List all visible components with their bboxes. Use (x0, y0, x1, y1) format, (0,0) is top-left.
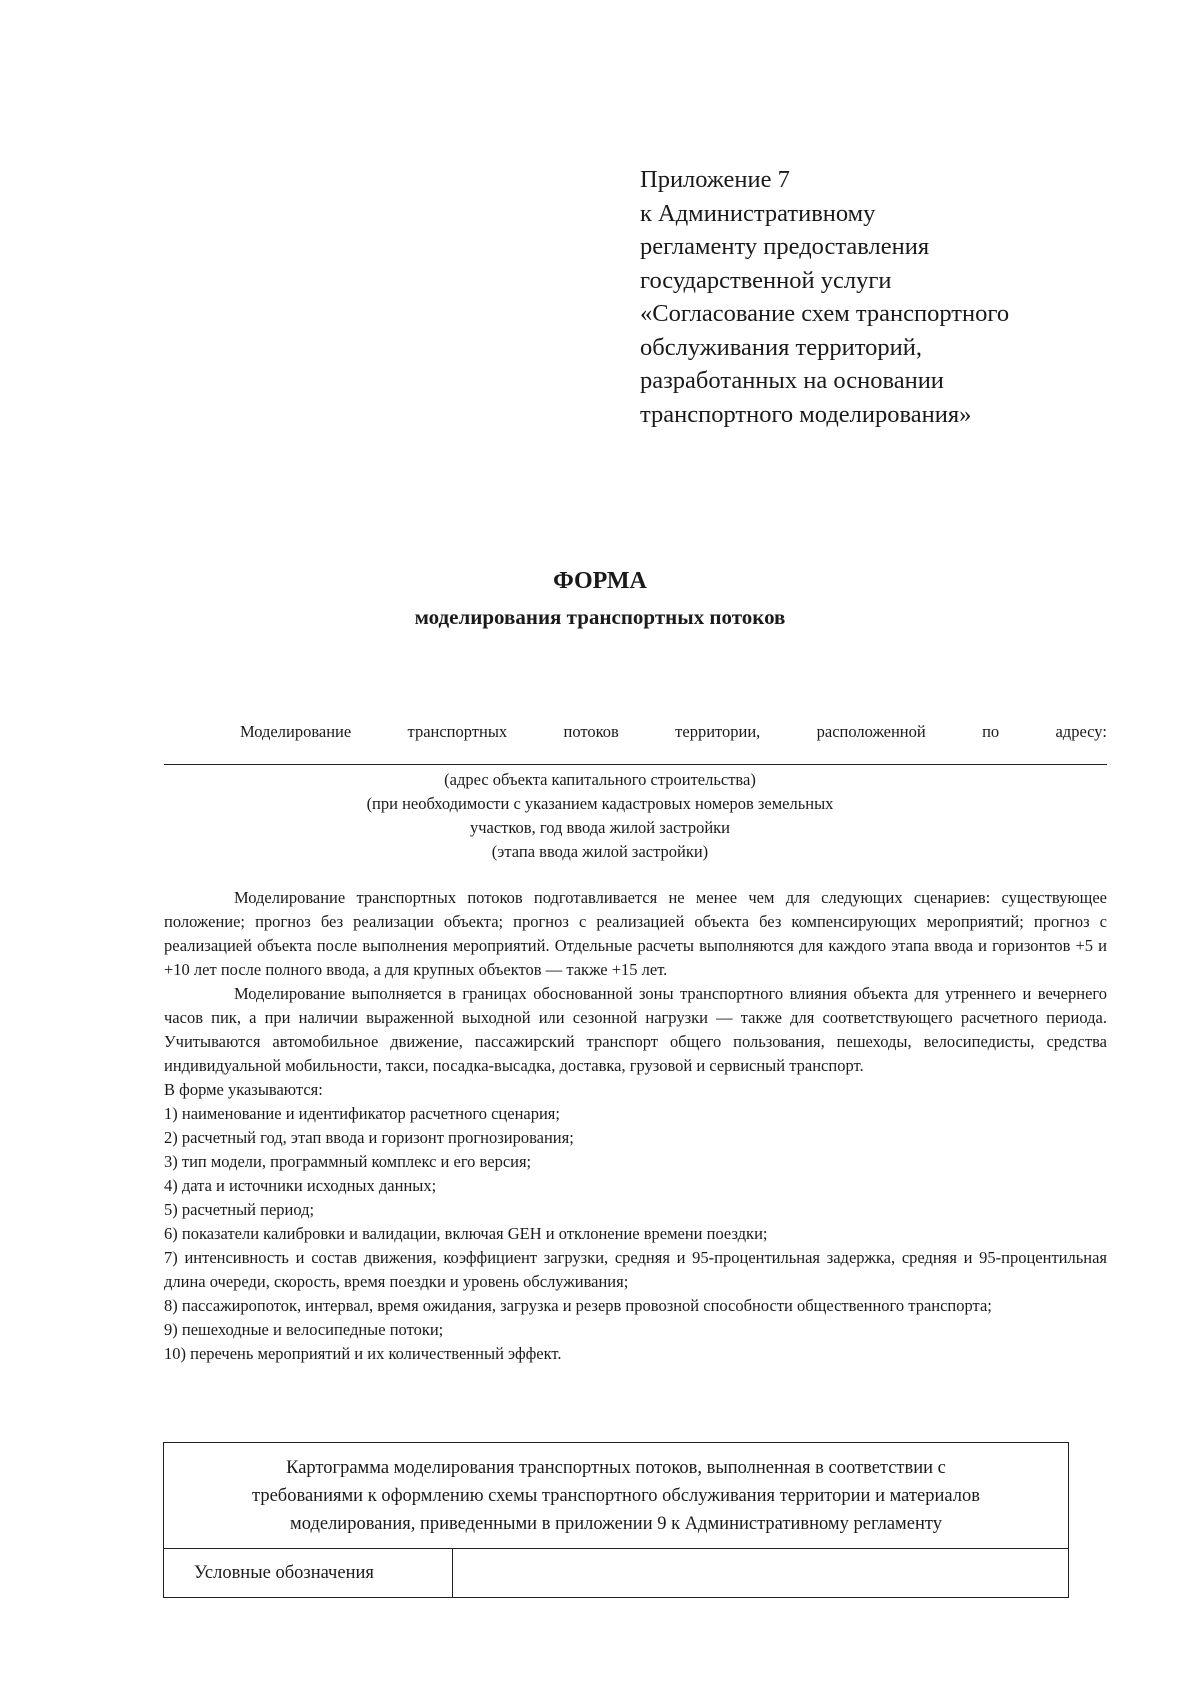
address-word: транспортных (407, 722, 508, 741)
cartogram-table (163, 1442, 1069, 1598)
address-word: потоков (563, 722, 619, 741)
list-item: 7) интенсивность и состав движения, коэффициент загрузки, средняя и 95-процентильная задержка, средняя и 95-процентильная длина очереди, скорость, время поездки и уровень обслуживания; (164, 1248, 1107, 1291)
form-body (164, 886, 1107, 1366)
list-item: 5) расчетный период; (164, 1200, 315, 1219)
list-item: 9) пешеходные и велосипедные потоки; (164, 1320, 444, 1339)
list-item: 1) наименование и идентификатор расчетного сценария; (164, 1104, 560, 1123)
list-item: 4) дата и источники исходных данных; (164, 1176, 437, 1195)
legend-cell[interactable] (453, 1549, 1069, 1598)
list-item: 2) расчетный год, этап ввода и горизонт прогнозирования; (164, 1128, 574, 1147)
address-word: расположенной (816, 722, 926, 741)
address-line (240, 722, 1107, 742)
list-intro: В форме указываются: (164, 1080, 323, 1099)
appendix-note: Приложение 7 к Административному регламенту предоставления государственной услуги «Согласование схем транспортного обслуживания территорий, разработанных на основании транспортного моделирования» (640, 166, 1010, 428)
address-word: Моделирование (240, 722, 352, 741)
legend-label: Условные обозначения (164, 1549, 453, 1598)
form-subtitle: моделирования транспортных потоков (414, 605, 786, 629)
address-word: адресу: (1055, 722, 1107, 741)
address-word: по (982, 722, 1000, 741)
form-title: ФОРМА (553, 568, 647, 594)
cartogram-caption: Картограмма моделирования транспортных потоков, выполненная в соответствии с требованиями к оформлению схемы транспортного обслуживания территории и материалов моделирования, приведенными в приложении 9 к Административному регламенту (164, 1443, 1069, 1549)
list-item: 10) перечень мероприятий и их количественный эффект. (164, 1344, 562, 1363)
list-item: 3) тип модели, программный комплекс и его версия; (164, 1152, 532, 1171)
body-paragraph: Моделирование транспортных потоков подготавливается не менее чем для следующих сценариев: существующее положение; прогноз без реализации объекта; прогноз с реализацией объекта без компенсирующих мероприятий; прогноз с реализацией объекта после выполнения мероприятий. Отдельные расчеты выполняются для каждого этапа ввода и горизонтов +5 и +10 лет после полного ввода, а для крупных объектов — также +15 лет. (164, 888, 1107, 979)
address-notes: (адрес объекта капитального строительства) (при необходимости с указанием кадастровых номеров земельных участков, год ввода жилой застройки (этапа ввода жилой застройки) (366, 770, 834, 861)
address-fill-line (164, 764, 1107, 765)
address-word: территории, (675, 722, 761, 741)
list-item: 6) показатели калибровки и валидации, включая GEH и отклонение времени поездки; (164, 1224, 768, 1243)
list-item: 8) пассажиропоток, интервал, время ожидания, загрузка и резерв провозной способности общественного транспорта; (164, 1296, 992, 1315)
body-paragraph: Моделирование выполняется в границах обоснованной зоны транспортного влияния объекта для утреннего и вечернего часов пик, а при наличии выраженной выходной или сезонной нагрузки — также для соответствующего расчетного периода. Учитываются автомобильное движение, пассажирский транспорт общего пользования, пешеходы, велосипедисты, средства индивидуальной мобильности, такси, посадка-высадка, доставка, грузовой и сервисный транспорт. (164, 984, 1107, 1075)
